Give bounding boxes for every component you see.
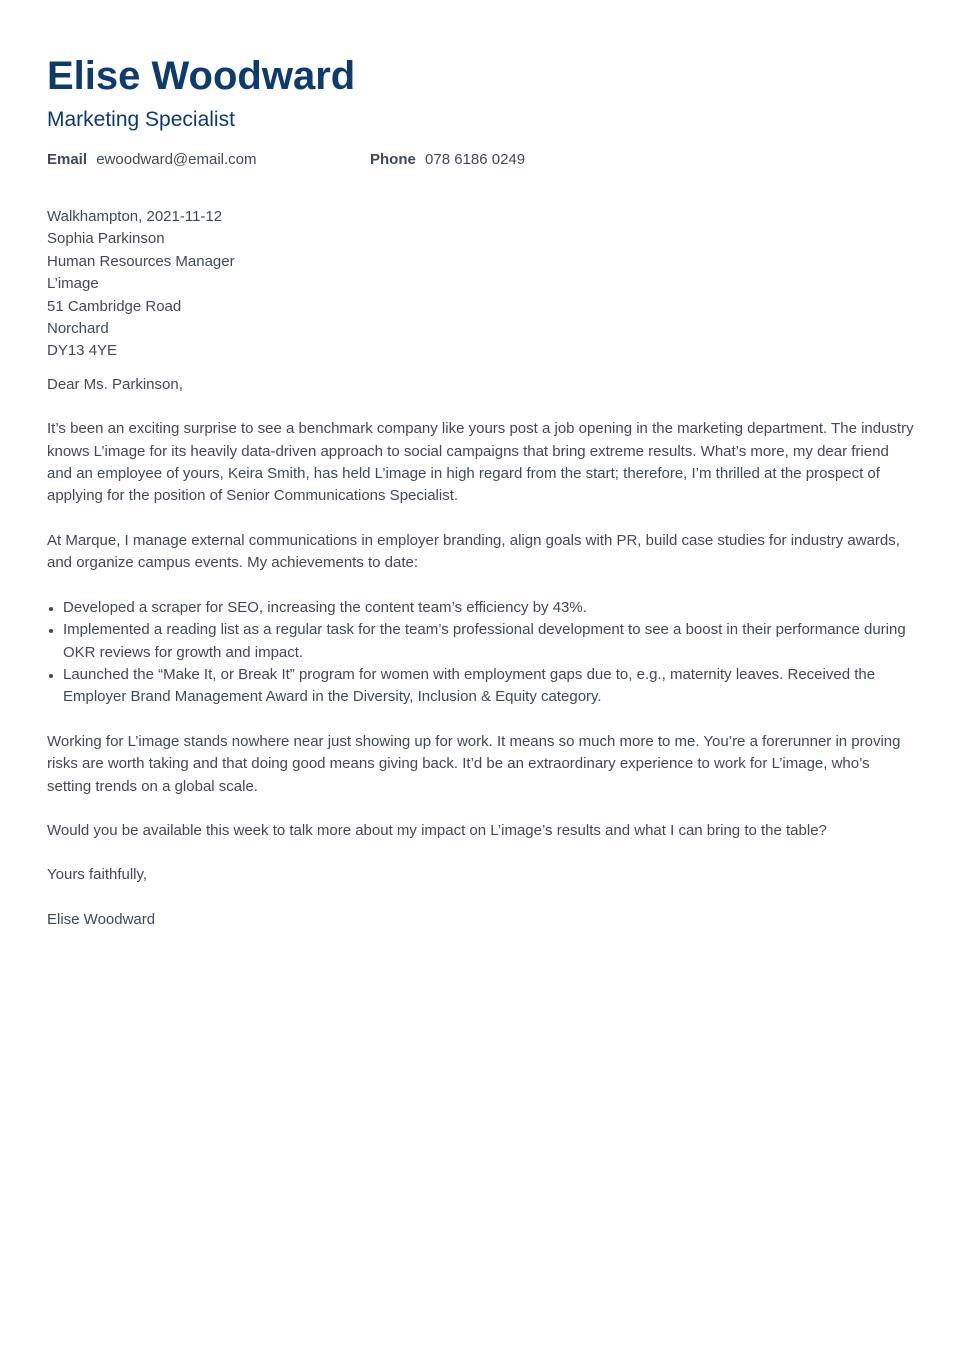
paragraph-motivation: Working for L’image stands nowhere near just showing up for work. It means so much more to me. You’re a forerunner in proving risks are worth taking and that doing good means giving back. It’d be an extraordinary experience to work for L’image, who’s setting trends on a global scale. [47, 732, 901, 795]
contact-info [47, 150, 917, 170]
achievements-list [47, 597, 917, 709]
signature: Elise Woodward [47, 910, 156, 928]
salutation: Dear Ms. Parkinson, [47, 375, 183, 393]
email-label: Email [47, 151, 88, 168]
recipient-address [47, 206, 917, 363]
phone-value: 078 6186 0249 [425, 151, 526, 168]
paragraph-current-role: At Marque, I manage external communications in employer branding, align goals with PR, build case studies for industry awards, and organize campus events. My achievements to date: [47, 531, 900, 572]
phone-label: Phone [370, 151, 416, 168]
recipient-position: Human Resources Manager [47, 252, 235, 270]
place-date: Walkhampton, 2021-11-12 [47, 208, 223, 225]
recipient-city: Norchard [47, 320, 109, 338]
achievement-item: • Developed a scraper for SEO, increasing the content team’s efficiency by 43%. [63, 597, 917, 619]
letter-body [47, 206, 917, 931]
applicant-job-title: Marketing Specialist [47, 108, 235, 131]
recipient-company: L’image [47, 275, 99, 293]
paragraph-call-to-action: Would you be available this week to talk more about my impact on L’image’s results and what I can bring to the table? [47, 821, 827, 839]
closing: Yours faithfully, [47, 866, 148, 884]
email-value: ewoodward@email.com [96, 151, 257, 168]
achievement-item: • Launched the “Make It, or Break It” program for women with employment gaps due to, e.g., maternity leaves. Received the Employer Brand Management Award in the Diversity, Inclusion & Equity category. [63, 664, 917, 709]
paragraph-intro: It’s been an exciting surprise to see a benchmark company like yours post a job opening in the marketing department. The industry knows L’image for its heavily data-driven approach to social campaigns that bring extreme results. What’s more, my dear friend and an employee of yours, Keira Smith, has held L’image in high regard from the start; therefore, I’m thrilled at the prospect of applying for the position of Senior Communications Specialist. [47, 420, 914, 505]
phone-contact [370, 150, 525, 170]
applicant-name: Elise Woodward [47, 54, 356, 98]
recipient-street: 51 Cambridge Road [47, 297, 182, 315]
achievement-item: • Implemented a reading list as a regular task for the team’s professional development to see a boost in their performance during OKR reviews for growth and impact. [63, 619, 917, 664]
recipient-postcode: DY13 4YE [47, 342, 118, 360]
email-contact [47, 150, 257, 170]
recipient-name: Sophia Parkinson [47, 230, 165, 248]
